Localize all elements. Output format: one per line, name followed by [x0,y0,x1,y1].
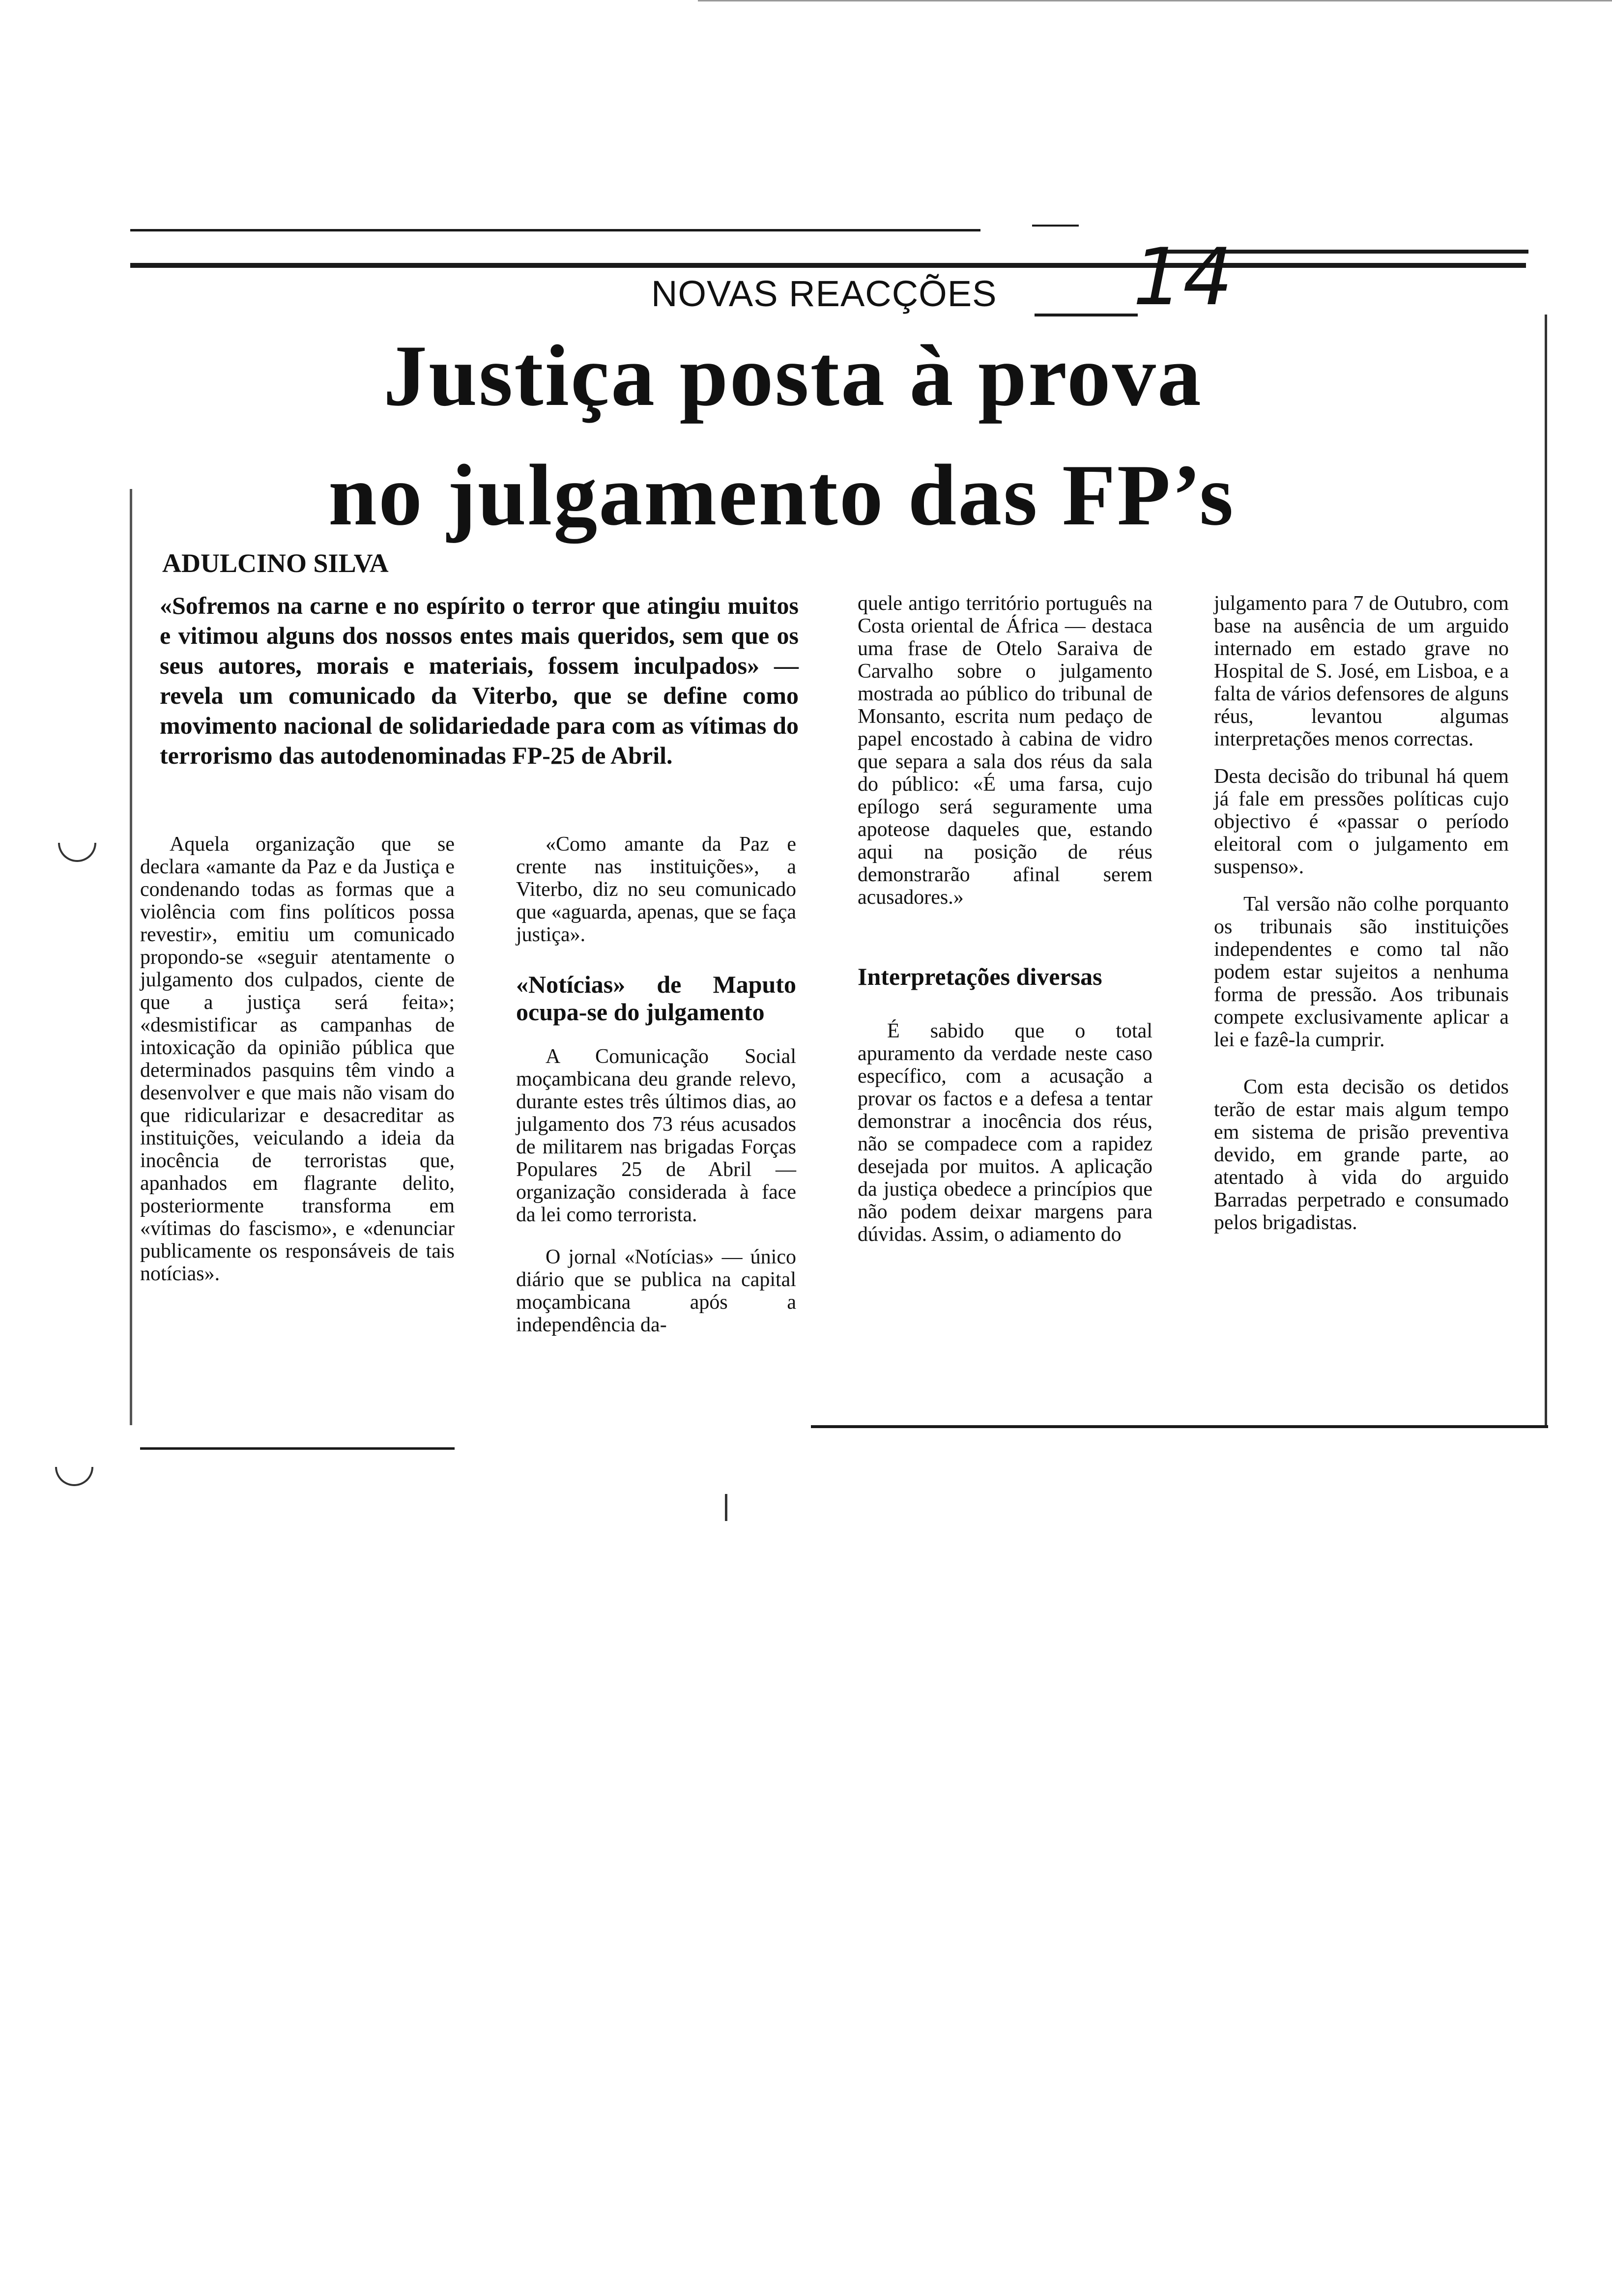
col3-subhead-wrap [858,963,1152,990]
col4-paragraph-3: Tal versão não colhe porquanto os tribunais são instituições independentes e como tal não podem estar sujeitos a nenhuma forma de pressão. Aos tribunais compete exclusivamente aplicar a lei e fazê-la cumprir. [1214,893,1509,1051]
column-2 [516,833,796,1336]
bottom-right-rule [811,1425,1548,1428]
lead-paragraph: «Sofremos na carne e no espírito o terror que atingiu muitos e vitimou alguns dos nossos entes mais queridos, sem que os seus autores, morais e materiais, fossem inculpados» — revela um comunicado da Viterbo, que se define como movimento nacional de solidariedade para com as vítimas do terrorismo das autodenominadas FP-25 de Abril. [160,592,799,769]
col4-paragraph-2: Desta decisão do tribunal há quem já fale em pressões políticas cujo objectivo é «passar o período eleitoral com o julgamento em suspenso». [1214,765,1509,878]
col2-paragraph-1: «Como amante da Paz e crente nas instituições», a Viterbo, diz no seu comunicado que «aguarda, apenas, que se faça justiça». [516,833,796,946]
col2-subhead: «Notícias» de Maputo ocupa-se do julgamento [516,971,796,1026]
byline: ADULCINO SILVA [162,548,389,578]
scan-top-line [698,0,1612,1]
punch-hole-mark-1 [58,843,96,862]
col2-paragraph-2: A Comunicação Social moçambicana deu grande relevo, durante estes três últimos dias, ao julgamento dos 73 réus acusados de militarem nas brigadas Forças Populares 25 de Abril — organização considerada à face da lei como terrorista. [516,1045,796,1226]
col3-paragraph-2: É sabido que o total apuramento da verdade neste caso específico, com a acusação a provar os factos e a defesa a tentar demonstrar a inocência dos réus, não se compadece com a rapidez desejada por muitos. A aplicação da justiça obedece a princípios que não podem deixar margens para dúvidas. Assim, o adiamento do [858,1020,1152,1246]
col3-subhead: Interpretações diversas [858,963,1102,990]
col4-paragraph-4: Com esta decisão os detidos terão de estar mais algum tempo em sistema de prisão preventiva devido, em grande parte, ao atentado à vida do arguido Barradas perpetrado e consumado pelos brigadistas. [1214,1076,1509,1234]
col3-paragraph-1: quele antigo território português na Costa oriental de África — destaca uma frase de Otelo Saraiva de Carvalho sobre o julgamento mostrada ao público do tribunal de Monsanto, escrita num pedaço de papel encostado à cabina de vidro que separa a sala dos réus da sala do público: «É uma farsa, cujo epílogo será seguramente uma apoteose daqueles que, estando aqui na posição de réus demonstrarão afinal serem acusadores.» [858,592,1152,909]
article-right-border [1545,315,1547,1428]
article-left-border [130,489,132,1425]
col2-paragraph-3: O jornal «Notícias» — único diário que se publica na capital moçambicana após a independência da- [516,1246,796,1336]
kicker: NOVAS REACÇÕES [651,273,997,314]
punch-hole-mark-2 [55,1467,93,1486]
column-1 [140,833,455,1285]
kicker-underline [1035,314,1138,316]
col4-paragraph-1: julgamento para 7 de Outubro, com base na ausência de um arguido internado em estado grave no Hospital de S. José, em Lisboa, e a falta de vários defensores de alguns réus, levantou algumas interpretações menos correctas. [1214,592,1509,750]
headline-line-1: Justiça posta à prova [383,327,1203,424]
upper-thin-rule-tail [1032,225,1079,227]
bottom-left-rule [140,1447,455,1450]
stray-mark [725,1494,727,1521]
column-4 [1214,592,1509,1234]
upper-thick-rule [130,263,1526,268]
headline-line-2: no julgamento das FP’s [328,446,1235,544]
upper-thin-rule [130,229,980,231]
col2-subhead-wrap [516,971,796,1026]
col1-paragraph-1: Aquela organização que se declara «amante da Paz e da Justiça e condenando todas as formas que a violência com fins políticos possa revestir», emitiu um comunicado propondo-se «seguir atentamente o julgamento dos culpados, ciente de que a justiça será feita»; «desmistificar as campanhas de intoxicação da opinião pública que determinados pasquins têm vindo a desenvolver e que mais não visam do que ridicularizar e desacreditar as instituições, veiculando a ideia da inocência de terroristas que, apanhados em flagrante delito, posteriormente transforma em «vítimas do fascismo», e «denunciar publicamente os responsáveis de tais notícias». [140,833,455,1285]
column-3 [858,592,1152,1246]
handwritten-page-mark: 14 [1133,231,1233,323]
